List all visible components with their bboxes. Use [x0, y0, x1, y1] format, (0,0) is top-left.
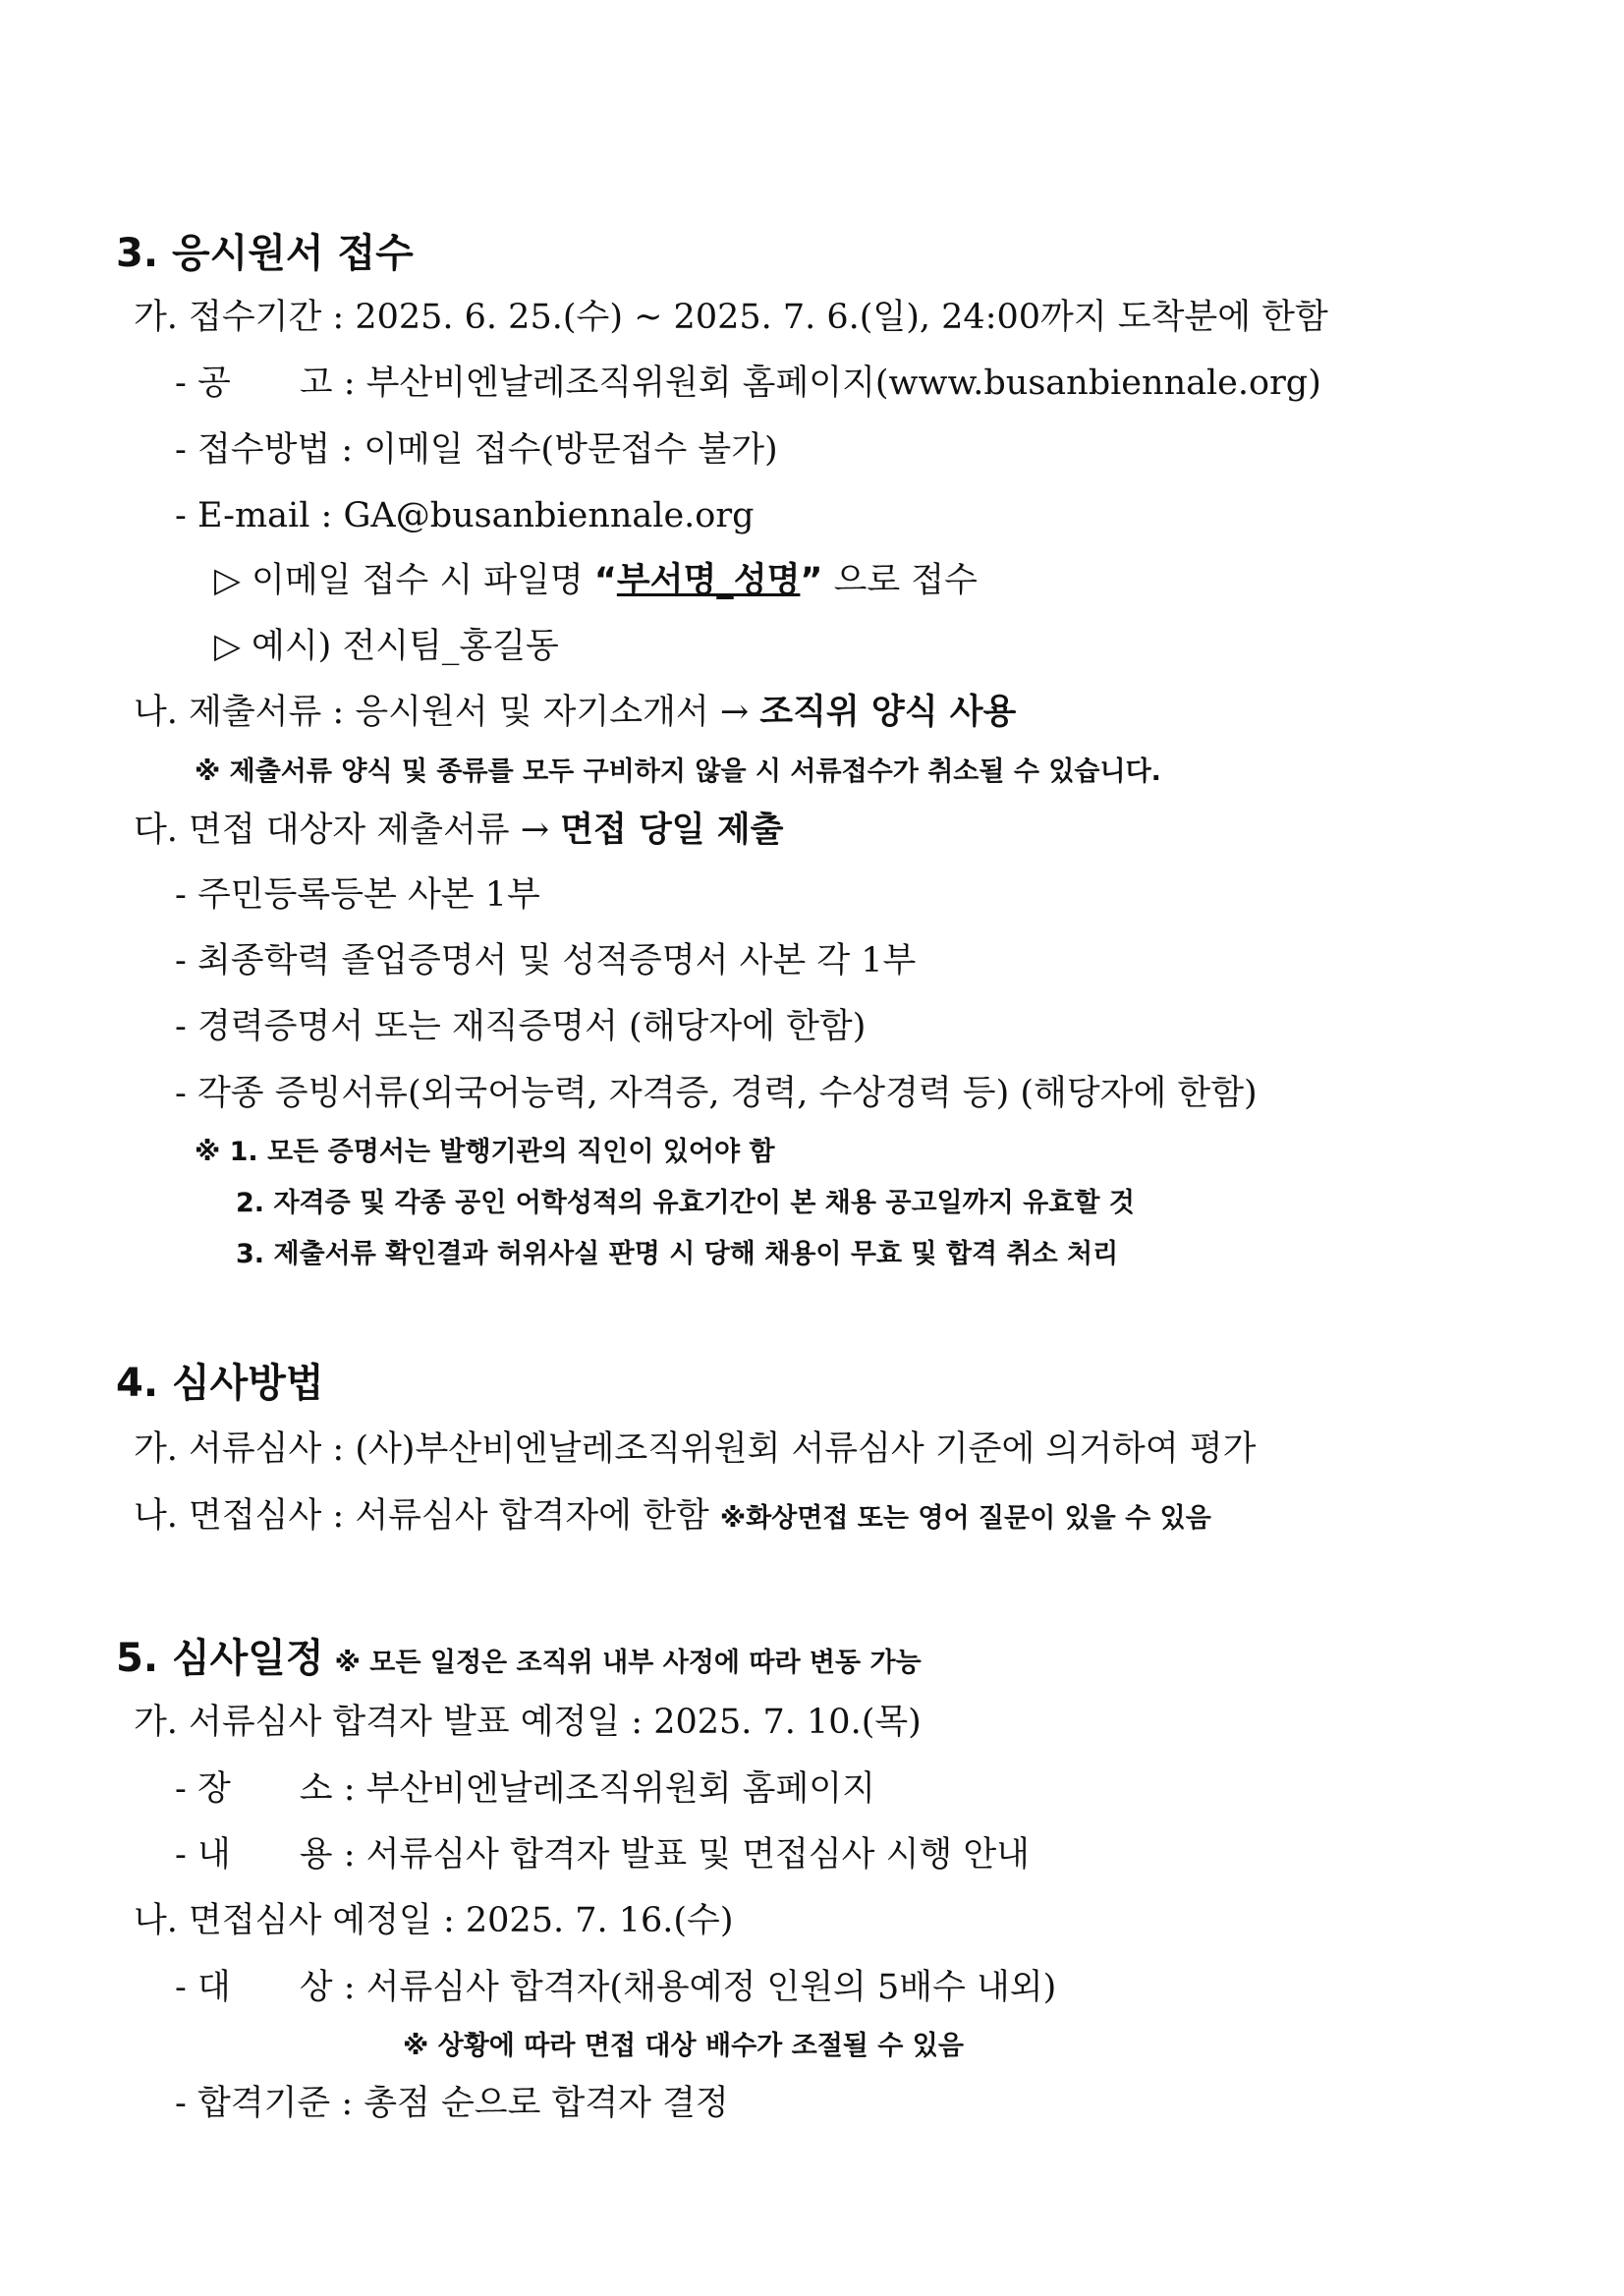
s3-doc-item: - 최종학력 졸업증명서 및 성적증명서 사본 각 1부 — [175, 941, 917, 980]
s5-announcement-content: - 내 용 : 서류심사 합격자 발표 및 면접심사 시행 안내 — [175, 1835, 1030, 1875]
s3-interview-docs-text: 다. 면접 대상자 제출서류 → — [134, 811, 561, 850]
s5-announcement-date: 가. 서류심사 합격자 발표 예정일 : 2025. 7. 10.(목) — [134, 1703, 922, 1742]
s3-doc-note: 2. 자격증 및 각종 공인 어학성적의 유효기간이 본 채용 공고일까지 유효할 것 — [236, 1188, 1135, 1218]
s3-filename-rule — [214, 558, 978, 603]
s3-doc-note: ※ 1. 모든 증명서는 발행기관의 직인이 있어야 함 — [195, 1137, 775, 1167]
s3-filename-quote-open: “ — [593, 561, 617, 600]
section-3-title: 3. 응시원서 접수 — [116, 231, 414, 276]
s3-doc-item: - 경력증명서 또는 재직증명서 (해당자에 한함) — [175, 1007, 867, 1046]
s3-interview-docs-bold: 면접 당일 제출 — [560, 811, 784, 850]
s3-filename-format: 부서명_성명 — [616, 561, 801, 600]
s3-documents-text: 나. 제출서류 : 응시원서 및 자기소개서 → — [134, 693, 760, 732]
s3-interview-docs — [134, 808, 783, 853]
s3-filename-post: 으로 접수 — [822, 561, 978, 600]
s3-doc-item: - 주민등록등본 사본 1부 — [175, 875, 540, 915]
s3-documents-note: ※ 제출서류 양식 및 종류를 모두 구비하지 않을 시 서류접수가 취소될 수 있습니다. — [195, 756, 1161, 787]
s3-application-period: 가. 접수기간 : 2025. 6. 25.(수) ~ 2025. 7. 6.(일), 24:00까지 도착분에 한함 — [134, 298, 1328, 337]
section-5-header — [116, 1633, 922, 1689]
s3-doc-item: - 각종 증빙서류(외국어능력, 자격증, 경력, 수상경력 등) (해당자에 한함) — [175, 1074, 1258, 1113]
s5-interview-note: ※ 상황에 따라 면접 대상 배수가 조절될 수 있음 — [403, 2031, 964, 2061]
s3-doc-note: 3. 제출서류 확인결과 허위사실 판명 시 당해 채용이 무효 및 합격 취소 처리 — [236, 1239, 1119, 1269]
s3-documents — [134, 690, 1016, 735]
s5-pass-criteria: - 합격기준 : 총점 순으로 합격자 결정 — [175, 2084, 729, 2123]
s3-documents-bold: 조직위 양식 사용 — [759, 693, 1017, 732]
s3-email: - E-mail : GA@busanbiennale.org — [175, 496, 755, 535]
s5-announcement-place: - 장 소 : 부산비엔날레조직위원회 홈페이지 — [175, 1769, 875, 1809]
s3-filename-pre: ▷ 이메일 접수 시 파일명 — [214, 561, 594, 600]
s3-filename-example: ▷ 예시) 전시팀_홍길동 — [214, 627, 559, 666]
s5-interview-target: - 대 상 : 서류심사 합격자(채용예정 인원의 5배수 내외) — [175, 1968, 1057, 2007]
s3-notice: - 공 고 : 부산비엔날레조직위원회 홈페이지(www.busanbiennale.org) — [175, 364, 1321, 403]
s3-filename-quote-close: ” — [800, 561, 823, 600]
s4-interview-review — [134, 1493, 1211, 1541]
s4-interview-text: 나. 면접심사 : 서류심사 합격자에 한함 — [134, 1496, 720, 1536]
section-5-title: 5. 심사일정 — [116, 1636, 324, 1681]
section-5-note: ※ 모든 일정은 조직위 내부 사정에 따라 변동 가능 — [334, 1648, 922, 1678]
s5-interview-date: 나. 면접심사 예정일 : 2025. 7. 16.(수) — [134, 1901, 734, 1940]
s4-document-review: 가. 서류심사 : (사)부산비엔날레조직위원회 서류심사 기준에 의거하여 평가 — [134, 1429, 1257, 1469]
s3-method: - 접수방법 : 이메일 접수(방문접수 불가) — [175, 430, 778, 470]
section-4-title: 4. 심사방법 — [116, 1361, 324, 1406]
s4-interview-note: ※화상면접 또는 영어 질문이 있을 수 있음 — [719, 1503, 1211, 1534]
